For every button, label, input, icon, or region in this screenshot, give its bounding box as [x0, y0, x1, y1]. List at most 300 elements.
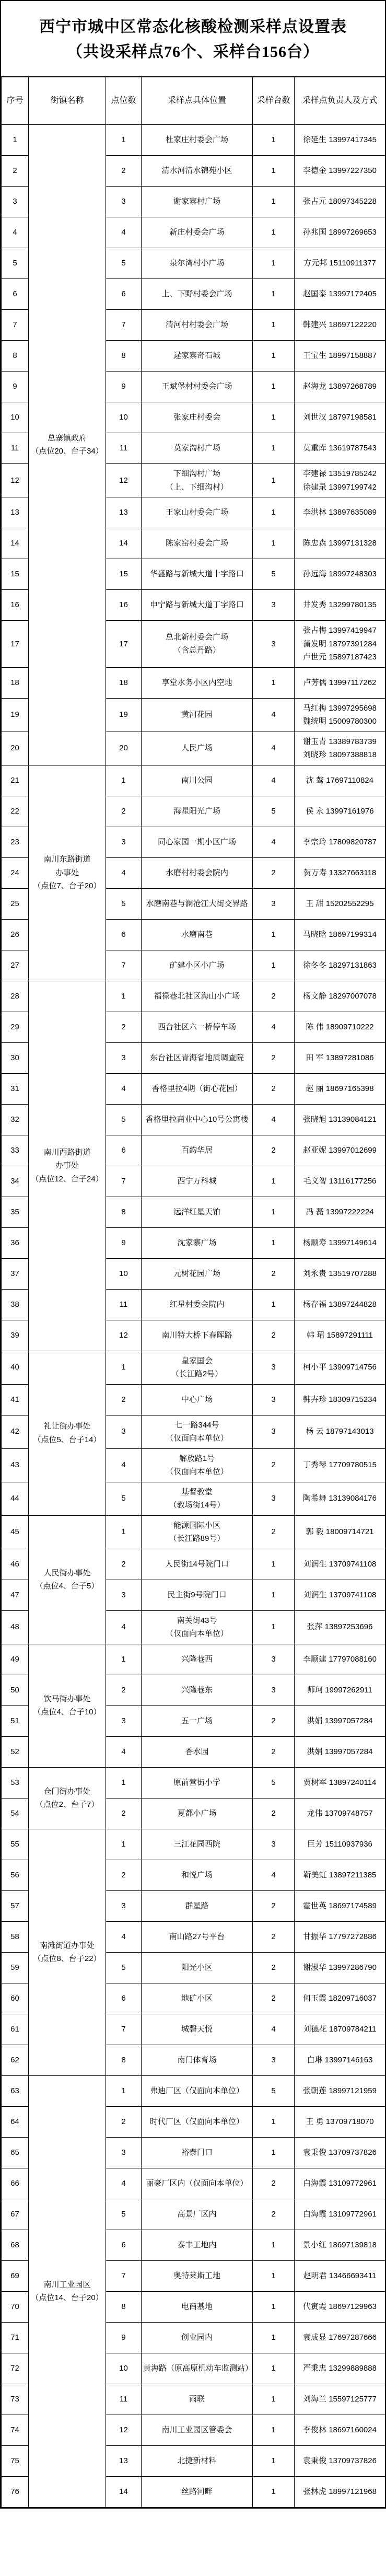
station-count-cell: 2: [253, 1705, 295, 1736]
location-cell: 水磨南巷与澜沧江大街交界路: [142, 888, 253, 919]
location-cell: 兴隆巷西: [142, 1644, 253, 1675]
station-count-cell: 2: [253, 1515, 295, 1549]
seq-cell: 32: [2, 1104, 29, 1135]
station-count-cell: 2: [253, 1448, 295, 1482]
station-count-cell: 2: [253, 981, 295, 1012]
point-no-cell: 6: [106, 1135, 142, 1166]
location-cell: 城磬天悦: [142, 2014, 253, 2045]
seq-cell: 23: [2, 827, 29, 857]
seq-cell: 6: [2, 279, 29, 310]
point-no-cell: 1: [106, 125, 142, 156]
station-count-cell: 5: [253, 796, 295, 827]
location-cell: 阳光小区: [142, 1952, 253, 1983]
table-row: [2, 981, 385, 1012]
seq-cell: 35: [2, 1197, 29, 1227]
point-no-cell: 3: [106, 1415, 142, 1448]
station-count-cell: 1: [253, 2106, 295, 2137]
location-cell: 原前营街小学: [142, 1767, 253, 1798]
station-count-cell: 3: [253, 888, 295, 919]
seq-cell: 74: [2, 2415, 29, 2445]
point-no-cell: 1: [106, 765, 142, 796]
station-count-cell: 2: [253, 2199, 295, 2230]
station-count-cell: 2: [253, 1135, 295, 1166]
seq-cell: 18: [2, 667, 29, 698]
table-row: [2, 1644, 385, 1675]
location-cell: 泉尔湾村小广场: [142, 248, 253, 279]
seq-cell: 16: [2, 590, 29, 621]
seq-cell: 69: [2, 2260, 29, 2291]
seq-cell: 43: [2, 1448, 29, 1482]
seq-cell: 5: [2, 248, 29, 279]
station-count-cell: 1: [253, 2260, 295, 2291]
seq-cell: 47: [2, 1580, 29, 1610]
point-no-cell: 4: [106, 1736, 142, 1767]
seq-cell: 2: [2, 156, 29, 187]
contact-cell: 赵明君 13466693411: [295, 2260, 385, 2291]
station-count-cell: 1: [253, 156, 295, 187]
point-no-cell: 4: [106, 1921, 142, 1952]
location-cell: 群星路: [142, 1890, 253, 1921]
point-no-cell: 14: [106, 528, 142, 559]
station-count-cell: 3: [253, 1644, 295, 1675]
contact-cell: 杨文静 18297007078: [295, 981, 385, 1012]
point-no-cell: 3: [106, 827, 142, 857]
street-group-cell: 南川工业园区 （点位14、台子20）: [29, 2075, 106, 2507]
contact-cell: 赵海龙 13897268789: [295, 372, 385, 402]
contact-cell: 韩卉珍 18309715234: [295, 1384, 385, 1415]
station-count-cell: 1: [253, 2353, 295, 2384]
station-count-cell: 3: [253, 590, 295, 621]
station-count-cell: 4: [253, 827, 295, 857]
seq-cell: 57: [2, 1890, 29, 1921]
point-no-cell: 8: [106, 341, 142, 372]
location-cell: 水磨南巷: [142, 919, 253, 950]
seq-cell: 8: [2, 341, 29, 372]
seq-cell: 17: [2, 621, 29, 668]
seq-cell: 56: [2, 1860, 29, 1890]
seq-cell: 48: [2, 1610, 29, 1644]
contact-cell: 谢玉青 13389783739 刘晓珍 18097388818: [295, 732, 385, 765]
contact-cell: 景小红 18697139818: [295, 2230, 385, 2260]
point-no-cell: 8: [106, 2291, 142, 2322]
contact-cell: 杨存福 13897244828: [295, 1289, 385, 1320]
station-count-cell: 2: [253, 1073, 295, 1104]
street-group-cell: 南川东路街道 办事处 （点位7、台子20）: [29, 765, 106, 981]
col-header-point-count: 点位数: [106, 77, 142, 125]
station-count-cell: 1: [253, 2445, 295, 2476]
location-cell: 远洋红星天铂: [142, 1197, 253, 1227]
station-count-cell: 3: [253, 1675, 295, 1705]
seq-cell: 7: [2, 310, 29, 341]
point-no-cell: 7: [106, 1166, 142, 1197]
contact-cell: 师珂 19997262911: [295, 1675, 385, 1705]
station-count-cell: 4: [253, 1104, 295, 1135]
contact-cell: 马红梅 13997295698 魏统明 15009780300: [295, 698, 385, 732]
point-no-cell: 7: [106, 2260, 142, 2291]
location-cell: 清水河清水锦苑小区: [142, 156, 253, 187]
station-count-cell: 1: [253, 1549, 295, 1580]
col-header-location: 采样点具体位置: [142, 77, 253, 125]
contact-cell: 王 甜 15202552295: [295, 888, 385, 919]
point-no-cell: 5: [106, 248, 142, 279]
contact-cell: 王 勇 13709718070: [295, 2106, 385, 2137]
location-cell: 地矿小区: [142, 1983, 253, 2014]
station-count-cell: 1: [253, 2322, 295, 2353]
location-cell: 王家山村委会广场: [142, 497, 253, 528]
point-no-cell: 5: [106, 2199, 142, 2230]
location-cell: 香水园: [142, 1736, 253, 1767]
seq-cell: 3: [2, 187, 29, 217]
location-cell: 王斌堡村村委会广场: [142, 372, 253, 402]
station-count-cell: 2: [253, 1042, 295, 1073]
seq-cell: 9: [2, 372, 29, 402]
table-row: [2, 1767, 385, 1798]
point-no-cell: 2: [106, 1798, 142, 1829]
station-count-cell: 3: [253, 621, 295, 668]
seq-cell: 25: [2, 888, 29, 919]
seq-cell: 27: [2, 950, 29, 981]
contact-cell: 马晓晗 18697199314: [295, 919, 385, 950]
point-no-cell: 5: [106, 1952, 142, 1983]
station-count-cell: 2: [253, 1983, 295, 2014]
contact-cell: 代寅霞 18697129963: [295, 2291, 385, 2322]
seq-cell: 33: [2, 1135, 29, 1166]
station-count-cell: 1: [253, 310, 295, 341]
location-cell: 杜家庄村委会广场: [142, 125, 253, 156]
seq-cell: 55: [2, 1829, 29, 1860]
station-count-cell: 1: [253, 187, 295, 217]
station-count-cell: 1: [253, 248, 295, 279]
contact-cell: 杨 云 18797143013: [295, 1415, 385, 1448]
station-count-cell: 4: [253, 732, 295, 765]
contact-cell: 张朝莲 18997121959: [295, 2075, 385, 2106]
point-no-cell: 6: [106, 1983, 142, 2014]
location-cell: 高景厂区内: [142, 2199, 253, 2230]
location-cell: 海星阳光广场: [142, 796, 253, 827]
location-cell: 水磨村村委会院内: [142, 857, 253, 888]
table-row: [2, 1515, 385, 1549]
seq-cell: 41: [2, 1384, 29, 1415]
point-no-cell: 3: [106, 1705, 142, 1736]
contact-cell: 谢淑华 13997286790: [295, 1952, 385, 1983]
station-count-cell: 1: [253, 2384, 295, 2415]
seq-cell: 34: [2, 1166, 29, 1197]
seq-cell: 24: [2, 857, 29, 888]
point-no-cell: 3: [106, 2137, 142, 2168]
location-cell: 黄河花园: [142, 698, 253, 732]
point-no-cell: 2: [106, 796, 142, 827]
seq-cell: 68: [2, 2230, 29, 2260]
point-no-cell: 16: [106, 590, 142, 621]
contact-cell: 刘德花 18709784211: [295, 2014, 385, 2045]
seq-cell: 52: [2, 1736, 29, 1767]
contact-cell: 刘润生 13709741108: [295, 1580, 385, 1610]
location-cell: 香格里拉4期（街心花园）: [142, 1073, 253, 1104]
contact-cell: 韩 珺 15897291111: [295, 1320, 385, 1351]
point-no-cell: 6: [106, 279, 142, 310]
contact-cell: 李顺建 17797088160: [295, 1644, 385, 1675]
contact-cell: 卢芳儒 13997117262: [295, 667, 385, 698]
seq-cell: 64: [2, 2106, 29, 2137]
location-cell: 弗迪厂区（仅面向本单位）: [142, 2075, 253, 2106]
contact-cell: 李德金 13997227350: [295, 156, 385, 187]
point-no-cell: 3: [106, 187, 142, 217]
station-count-cell: 2: [253, 1798, 295, 1829]
contact-cell: 井发秀 13299780135: [295, 590, 385, 621]
point-no-cell: 5: [106, 888, 142, 919]
contact-cell: 莫重库 13619787543: [295, 433, 385, 464]
street-group-cell: 南川西路街道 办事处 （点位12、台子24）: [29, 981, 106, 1351]
station-count-cell: 1: [253, 2230, 295, 2260]
contact-cell: 冯 磊 13997222224: [295, 1197, 385, 1227]
point-no-cell: 1: [106, 1829, 142, 1860]
point-no-cell: 10: [106, 402, 142, 433]
point-no-cell: 2: [106, 2106, 142, 2137]
location-cell: 百韵华居: [142, 1135, 253, 1166]
location-cell: 逯家寨奇石城: [142, 341, 253, 372]
seq-cell: 62: [2, 2045, 29, 2075]
point-no-cell: 8: [106, 2045, 142, 2075]
street-group-cell: 饮马街办事处 （点位4、台子10）: [29, 1644, 106, 1767]
location-cell: 红星村委会院内: [142, 1289, 253, 1320]
location-cell: 丝路河畔: [142, 2476, 253, 2507]
contact-cell: 李建禄 13519785242 徐建录 13997199742: [295, 464, 385, 497]
station-count-cell: 4: [253, 2014, 295, 2045]
point-no-cell: 3: [106, 1580, 142, 1610]
contact-cell: 赵国泰 13997172405: [295, 279, 385, 310]
location-cell: 创业园内: [142, 2322, 253, 2353]
contact-cell: 方元邦 15110911377: [295, 248, 385, 279]
point-no-cell: 8: [106, 1197, 142, 1227]
point-no-cell: 9: [106, 1227, 142, 1258]
contact-cell: 赵亚妮 13997012699: [295, 1135, 385, 1166]
contact-cell: 王宝生 18997158887: [295, 341, 385, 372]
station-count-cell: 4: [253, 1012, 295, 1042]
point-no-cell: 4: [106, 2168, 142, 2199]
location-cell: 奥特莱斯工地: [142, 2260, 253, 2291]
contact-cell: 张占元 18097345228: [295, 187, 385, 217]
location-cell: 矿建小区小广场: [142, 950, 253, 981]
seq-cell: 31: [2, 1073, 29, 1104]
contact-cell: 孙远海 18997248303: [295, 559, 385, 590]
contact-cell: 杨顺寿 13997149614: [295, 1227, 385, 1258]
contact-cell: 毛义智 13116177256: [295, 1166, 385, 1197]
point-no-cell: 1: [106, 1644, 142, 1675]
point-no-cell: 2: [106, 1860, 142, 1890]
point-no-cell: 1: [106, 1767, 142, 1798]
seq-cell: 29: [2, 1012, 29, 1042]
seq-cell: 10: [2, 402, 29, 433]
location-cell: 张家庄村委会: [142, 402, 253, 433]
station-count-cell: 3: [253, 2045, 295, 2075]
point-no-cell: 13: [106, 497, 142, 528]
location-cell: 南山路27号平台: [142, 1921, 253, 1952]
point-no-cell: 1: [106, 1515, 142, 1549]
station-count-cell: 1: [253, 1166, 295, 1197]
seq-cell: 20: [2, 732, 29, 765]
page-title-line1: 西宁市城中区常态化核酸检测采样点设置表: [39, 18, 347, 36]
location-cell: 三江花园西院: [142, 1829, 253, 1860]
point-no-cell: 6: [106, 2230, 142, 2260]
seq-cell: 14: [2, 528, 29, 559]
page-title: [1, 1, 385, 76]
contact-cell: 洪娟 13997057284: [295, 1705, 385, 1736]
location-cell: 谢家寨村广场: [142, 187, 253, 217]
seq-cell: 54: [2, 1798, 29, 1829]
station-count-cell: 4: [253, 1860, 295, 1890]
seq-cell: 26: [2, 919, 29, 950]
station-count-cell: 1: [253, 433, 295, 464]
seq-cell: 38: [2, 1289, 29, 1320]
contact-cell: 李俊林 18697160024: [295, 2415, 385, 2445]
point-no-cell: 20: [106, 732, 142, 765]
location-cell: 元树花园广场: [142, 1258, 253, 1289]
contact-cell: 张占梅 13997419947 蒲发明 18797391284 卢世元 15897187423: [295, 621, 385, 668]
point-no-cell: 12: [106, 2415, 142, 2445]
contact-cell: 龙伟 13709748757: [295, 1798, 385, 1829]
contact-cell: 刘世汉 18797198581: [295, 402, 385, 433]
seq-cell: 12: [2, 464, 29, 497]
street-group-cell: 总寨镇政府 （点位20、台子34）: [29, 125, 106, 765]
location-cell: 香格里拉商业中心10号公寓楼: [142, 1104, 253, 1135]
station-count-cell: 3: [253, 1829, 295, 1860]
point-no-cell: 11: [106, 2384, 142, 2415]
seq-cell: 42: [2, 1415, 29, 1448]
location-cell: 莫家沟村广场: [142, 433, 253, 464]
station-count-cell: 3: [253, 1415, 295, 1448]
point-no-cell: 4: [106, 1073, 142, 1104]
col-header-station-count: 采样台数: [253, 77, 295, 125]
point-no-cell: 5: [106, 1482, 142, 1515]
location-cell: 丽豪厂区内（仅面向本单位）: [142, 2168, 253, 2199]
point-no-cell: 5: [106, 1104, 142, 1135]
col-header-contact: 采样点负责人及方式: [295, 77, 385, 125]
contact-cell: 李洪林 13897635089: [295, 497, 385, 528]
location-cell: 南川特大桥下春晖路: [142, 1320, 253, 1351]
location-cell: 民主街9号院门口: [142, 1580, 253, 1610]
location-cell: 南川工业园区管委会: [142, 2415, 253, 2445]
location-cell: 雨联: [142, 2384, 253, 2415]
seq-cell: 21: [2, 765, 29, 796]
location-cell: 下细沟村广场 （上、下细沟村）: [142, 464, 253, 497]
station-count-cell: 2: [253, 1736, 295, 1767]
station-count-cell: 3: [253, 1384, 295, 1415]
contact-cell: 何玉霞 18209716037: [295, 1983, 385, 2014]
seq-cell: 4: [2, 217, 29, 248]
point-no-cell: 7: [106, 310, 142, 341]
station-count-cell: 1: [253, 1197, 295, 1227]
seq-cell: 67: [2, 2199, 29, 2230]
contact-cell: 白海霞 13109772961: [295, 2199, 385, 2230]
seq-cell: 36: [2, 1227, 29, 1258]
station-count-cell: 1: [253, 1289, 295, 1320]
contact-cell: 刘海兰 15597125777: [295, 2384, 385, 2415]
contact-cell: 柯小平 13909714756: [295, 1351, 385, 1384]
seq-cell: 73: [2, 2384, 29, 2415]
table-row: [2, 1829, 385, 1860]
location-cell: 华盛路与新城大道十字路口: [142, 559, 253, 590]
point-no-cell: 4: [106, 1448, 142, 1482]
seq-cell: 50: [2, 1675, 29, 1705]
station-count-cell: 1: [253, 497, 295, 528]
contact-cell: 靳美虹 13897211385: [295, 1860, 385, 1890]
point-no-cell: 2: [106, 1549, 142, 1580]
location-cell: 七一路344号 （仅面向本单位）: [142, 1415, 253, 1448]
contact-cell: 韩建兴 18697122220: [295, 310, 385, 341]
point-no-cell: 2: [106, 156, 142, 187]
point-no-cell: 12: [106, 464, 142, 497]
station-count-cell: 1: [253, 217, 295, 248]
station-count-cell: 1: [253, 125, 295, 156]
seq-cell: 39: [2, 1320, 29, 1351]
seq-cell: 60: [2, 1983, 29, 2014]
contact-cell: 白海霞 13109772961: [295, 2168, 385, 2199]
point-no-cell: 17: [106, 621, 142, 668]
location-cell: 兴隆巷东: [142, 1675, 253, 1705]
contact-cell: 袁秉俊 13709737826: [295, 2137, 385, 2168]
station-count-cell: 1: [253, 2291, 295, 2322]
seq-cell: 66: [2, 2168, 29, 2199]
station-count-cell: 3: [253, 1482, 295, 1515]
contact-cell: 郭 毅 18009714721: [295, 1515, 385, 1549]
point-no-cell: 4: [106, 217, 142, 248]
table-header-row: [2, 77, 385, 125]
seq-cell: 46: [2, 1549, 29, 1580]
contact-cell: 李宗玲 17809820787: [295, 827, 385, 857]
contact-cell: 丁秀琴 17709780515: [295, 1448, 385, 1482]
contact-cell: 贾树军 13897240114: [295, 1767, 385, 1798]
seq-cell: 49: [2, 1644, 29, 1675]
seq-cell: 63: [2, 2075, 29, 2106]
contact-cell: 刘永贵 13519707288: [295, 1258, 385, 1289]
seq-cell: 44: [2, 1482, 29, 1515]
station-count-cell: 5: [253, 1767, 295, 1798]
station-count-cell: 3: [253, 1351, 295, 1384]
seq-cell: 53: [2, 1767, 29, 1798]
seq-cell: 72: [2, 2353, 29, 2384]
station-count-cell: 1: [253, 372, 295, 402]
contact-cell: 霍世英 18697174589: [295, 1890, 385, 1921]
location-cell: 总北新村委会广场 （含总丹路）: [142, 621, 253, 668]
station-count-cell: 1: [253, 402, 295, 433]
table-row: [2, 765, 385, 796]
contact-cell: 白琳 13997146163: [295, 2045, 385, 2075]
location-cell: 能源国际小区 （长江路89号）: [142, 1515, 253, 1549]
station-count-cell: 2: [253, 1952, 295, 1983]
station-count-cell: 1: [253, 2476, 295, 2507]
location-cell: 人民街14号院门口: [142, 1549, 253, 1580]
seq-cell: 76: [2, 2476, 29, 2507]
point-no-cell: 9: [106, 372, 142, 402]
seq-cell: 58: [2, 1921, 29, 1952]
point-no-cell: 1: [106, 2075, 142, 2106]
station-count-cell: 2: [253, 1921, 295, 1952]
point-no-cell: 2: [106, 1012, 142, 1042]
point-no-cell: 9: [106, 2322, 142, 2353]
street-group-cell: 人民街办事处 （点位4、台子5）: [29, 1515, 106, 1644]
point-no-cell: 7: [106, 950, 142, 981]
contact-cell: 侯 永 13997161976: [295, 796, 385, 827]
station-count-cell: 1: [253, 528, 295, 559]
contact-cell: 甘振华 17797272886: [295, 1921, 385, 1952]
seq-cell: 40: [2, 1351, 29, 1384]
point-no-cell: 12: [106, 1320, 142, 1351]
contact-cell: 贺万寿 13327663118: [295, 857, 385, 888]
seq-cell: 22: [2, 796, 29, 827]
seq-cell: 28: [2, 981, 29, 1012]
point-no-cell: 2: [106, 1675, 142, 1705]
location-cell: 申宁路与新城大道丁字路口: [142, 590, 253, 621]
